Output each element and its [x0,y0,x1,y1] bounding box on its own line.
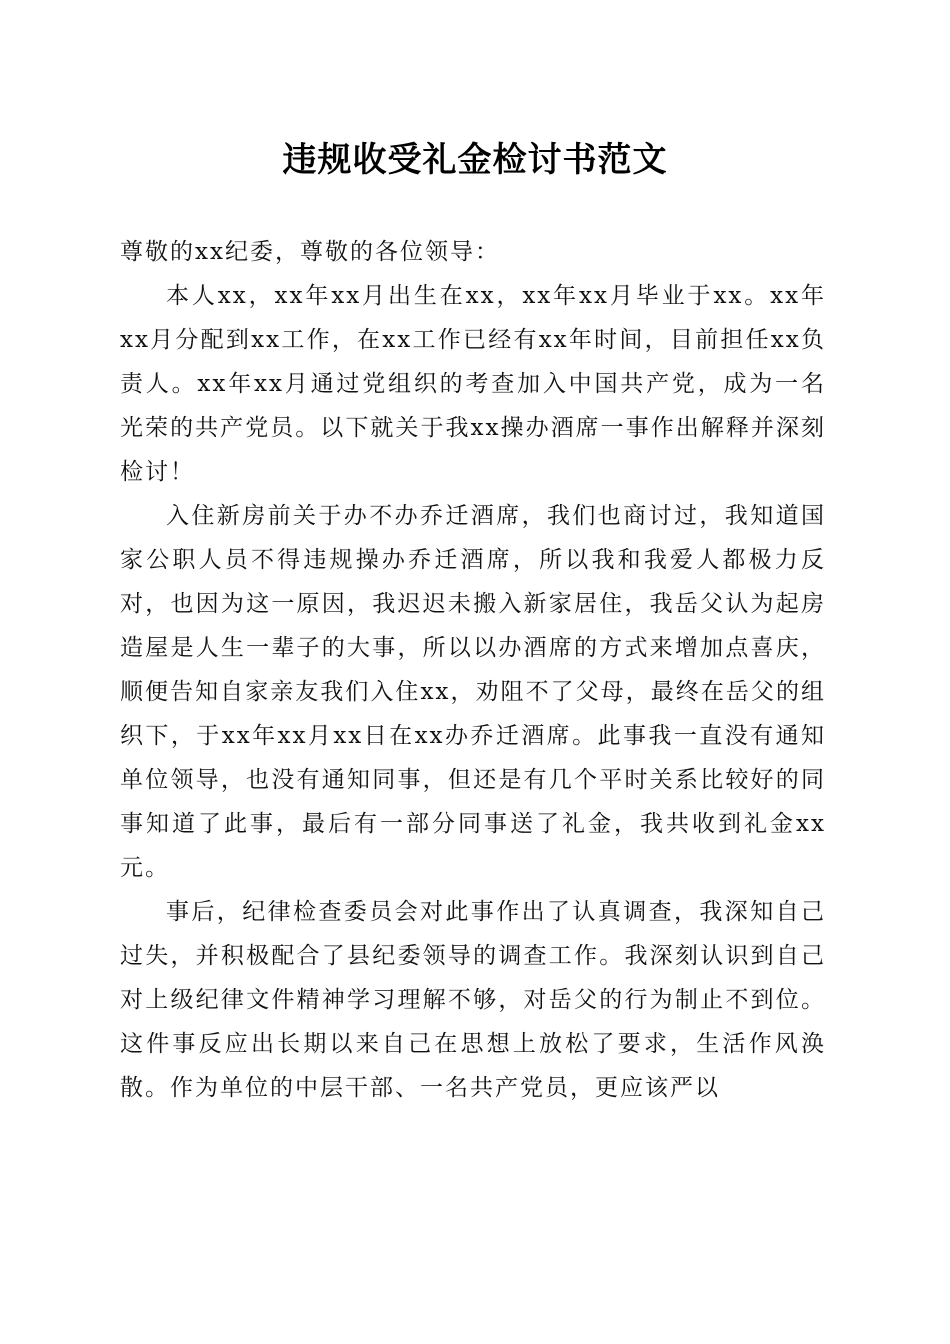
paragraph-2: 入住新房前关于办不办乔迁酒席，我们也商讨过，我知道国家公职人员不得违规操办乔迁酒席，所以我和我爱人都极力反对，也因为这一原因，我迟迟未搬入新家居住，我岳父认为起房造屋是人生一辈子的大事，所以以办酒席的方式来增加点喜庆，顺便告知自家亲友我们入住xx，劝阻不了父母，最终在岳父的组织下，于xx年xx月xx日在xx办乔迁酒席。此事我一直没有通知单位领导，也没有通知同事，但还是有几个平时关系比较好的同事知道了此事，最后有一部分同事送了礼金，我共收到礼金xx元。 [120,503,826,881]
document-title: 违规收受礼金检讨书范文 [282,140,668,180]
document-body [120,230,826,1110]
paragraph-3: 事后，纪律检查委员会对此事作出了认真调查，我深知自己过失，并积极配合了县纪委领导的调查工作。我深刻认识到自己对上级纪律文件精神学习理解不够，对岳父的行为制止不到位。这件事反应出长期以来自己在思想上放松了要求，生活作风涣散。作为单位的中层干部、一名共产党员，更应该严以 [120,899,826,1101]
salutation: 尊敬的xx纪委，尊敬的各位领导： [120,239,500,265]
paragraph-1: 本人xx，xx年xx月出生在xx，xx年xx月毕业于xx。xx年xx月分配到xx工作，在xx工作已经有xx年时间，目前担任xx负责人。xx年xx月通过党组织的考查加入中国共产党，成为一名光荣的共产党员。以下就关于我xx操办酒席一事作出解释并深刻检讨！ [120,283,826,485]
